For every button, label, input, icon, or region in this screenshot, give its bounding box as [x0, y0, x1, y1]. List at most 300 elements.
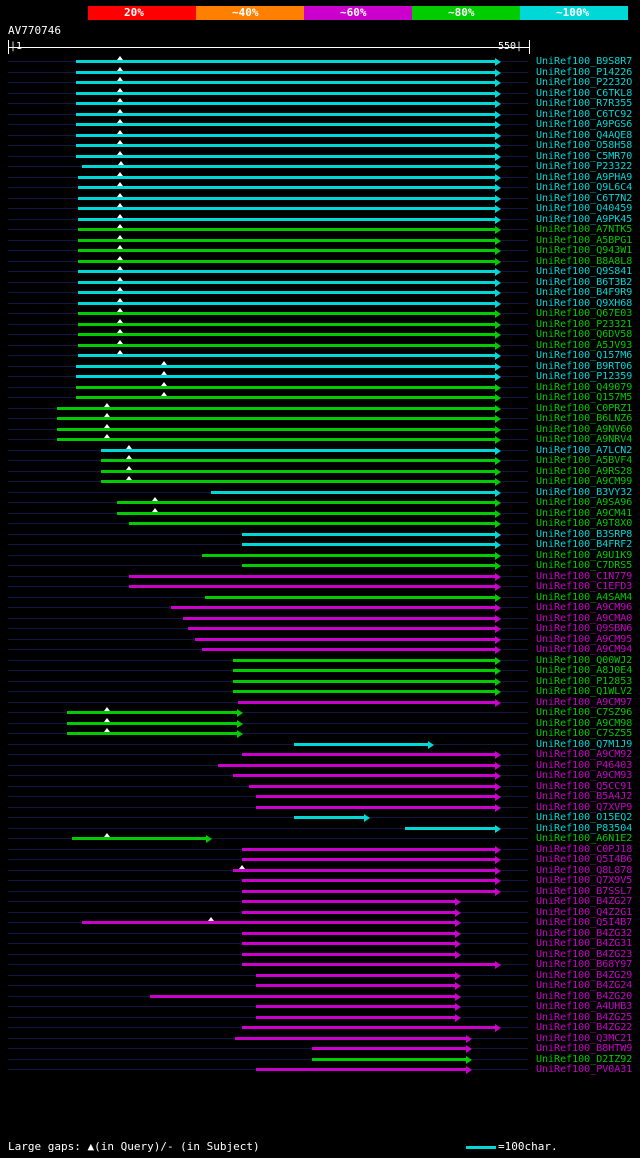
hit-bar[interactable] — [405, 827, 495, 830]
hit-label[interactable]: UniRef100_Q9SBN6 — [536, 623, 633, 634]
hit-arrow-icon — [495, 604, 501, 612]
hit-label[interactable]: UniRef100_A9U1K9 — [536, 550, 633, 561]
hit-bar[interactable] — [294, 743, 429, 746]
legend-label-0: 20% — [124, 6, 144, 19]
hit-arrow-icon — [455, 940, 461, 948]
hit-label[interactable]: UniRef100_Q9XH68 — [536, 298, 633, 309]
gap-marker-icon — [118, 161, 124, 165]
hit-bar[interactable] — [249, 785, 495, 788]
hit-arrow-icon — [455, 951, 461, 959]
gap-marker-icon — [152, 508, 158, 512]
hit-arrow-icon — [495, 793, 501, 801]
hit-arrow-icon — [495, 79, 501, 87]
hit-label[interactable]: UniRef100_Q7M1J9 — [536, 739, 633, 750]
hit-bar[interactable] — [67, 711, 238, 714]
hit-bar[interactable] — [256, 1005, 455, 1008]
hit-label[interactable]: UniRef100_A9CM95 — [536, 634, 633, 645]
hit-bar[interactable] — [76, 144, 495, 147]
hit-bar[interactable] — [202, 554, 495, 557]
hit-label[interactable]: UniRef100_PV0A31 — [536, 1064, 633, 1075]
hit-bar[interactable] — [101, 459, 495, 462]
hit-label[interactable]: UniRef100_B9S8R7 — [536, 56, 633, 67]
hit-label[interactable]: UniRef100_Q943W1 — [536, 245, 633, 256]
hit-bar[interactable] — [233, 774, 495, 777]
gap-marker-icon — [117, 182, 123, 186]
hit-label[interactable]: UniRef100_P23321 — [536, 319, 633, 330]
hit-label[interactable]: UniRef100_B6T3B2 — [536, 277, 633, 288]
hit-label[interactable]: UniRef100_Q4Z2G1 — [536, 907, 633, 918]
hit-bar[interactable] — [76, 396, 495, 399]
gap-marker-icon — [117, 308, 123, 312]
hit-arrow-icon — [495, 573, 501, 581]
hit-label[interactable]: UniRef100_A9PGS6 — [536, 119, 633, 130]
hit-bar[interactable] — [233, 680, 495, 683]
hit-bar[interactable] — [78, 323, 495, 326]
hit-bar[interactable] — [76, 155, 495, 158]
hit-bar[interactable] — [82, 165, 495, 168]
gap-marker-icon — [104, 707, 110, 711]
hit-bar[interactable] — [78, 207, 495, 210]
hit-label[interactable]: UniRef100_C6TKL8 — [536, 88, 633, 99]
hit-bar[interactable] — [57, 438, 494, 441]
hit-label[interactable]: UniRef100_B3VY32 — [536, 487, 633, 498]
hit-bar[interactable] — [78, 239, 495, 242]
hit-bar[interactable] — [76, 386, 495, 389]
hit-bar[interactable] — [67, 732, 238, 735]
hit-label[interactable]: UniRef100_P12359 — [536, 371, 633, 382]
hit-label[interactable]: UniRef100_B4ZG23 — [536, 949, 633, 960]
hit-arrow-icon — [495, 247, 501, 255]
gap-marker-icon — [117, 172, 123, 176]
hit-arrow-icon — [364, 814, 370, 822]
hit-bar[interactable] — [242, 533, 494, 536]
hit-arrow-icon — [495, 163, 501, 171]
hit-bar[interactable] — [78, 333, 495, 336]
hit-label[interactable]: UniRef100_Q157M6 — [536, 350, 633, 361]
hit-arrow-icon — [455, 1003, 461, 1011]
hit-label[interactable]: UniRef100_A5JV93 — [536, 340, 633, 351]
hit-arrow-icon — [495, 426, 501, 434]
hit-arrow-icon — [466, 1035, 472, 1043]
gap-marker-icon — [126, 455, 132, 459]
hit-arrow-icon — [495, 510, 501, 518]
hit-bar[interactable] — [78, 281, 495, 284]
gap-marker-icon — [117, 256, 123, 260]
gap-marker-icon — [117, 193, 123, 197]
hit-label[interactable]: UniRef100_A9CM97 — [536, 697, 633, 708]
hit-label[interactable]: UniRef100_B7SSL7 — [536, 886, 633, 897]
legend-label-1: ~40% — [232, 6, 259, 19]
hit-label[interactable]: UniRef100_A9CM94 — [536, 644, 633, 655]
hit-arrow-icon — [495, 646, 501, 654]
hit-arrow-icon — [495, 699, 501, 707]
hit-bar[interactable] — [78, 186, 495, 189]
gap-marker-icon — [104, 728, 110, 732]
hit-arrow-icon — [237, 730, 243, 738]
hit-bar[interactable] — [76, 81, 495, 84]
gap-marker-icon — [117, 214, 123, 218]
hit-label[interactable]: UniRef100_B4F9R9 — [536, 287, 633, 298]
hit-arrow-icon — [495, 762, 501, 770]
hit-bar[interactable] — [242, 900, 454, 903]
hit-arrow-icon — [495, 856, 501, 864]
hit-bar[interactable] — [256, 795, 495, 798]
hit-arrow-icon — [495, 636, 501, 644]
gap-marker-icon — [117, 350, 123, 354]
hit-bar[interactable] — [78, 176, 495, 179]
legend-label-2: ~60% — [340, 6, 367, 19]
hit-label[interactable]: UniRef100_A7LCN2 — [536, 445, 633, 456]
hit-bar[interactable] — [242, 890, 494, 893]
gap-marker-icon — [161, 371, 167, 375]
hit-arrow-icon — [495, 520, 501, 528]
hit-arrow-icon — [495, 279, 501, 287]
hit-bar[interactable] — [76, 102, 495, 105]
hit-label[interactable]: UniRef100_Q7X9V5 — [536, 875, 633, 886]
hit-bar[interactable] — [242, 942, 454, 945]
gap-marker-icon — [104, 833, 110, 837]
hit-label[interactable]: UniRef100_B3SRP8 — [536, 529, 633, 540]
hit-bar[interactable] — [82, 921, 455, 924]
hit-label[interactable]: UniRef100_A9CM41 — [536, 508, 633, 519]
hit-bar[interactable] — [188, 627, 495, 630]
hit-bar[interactable] — [256, 984, 455, 987]
hit-arrow-icon — [455, 993, 461, 1001]
gap-marker-icon — [239, 865, 245, 869]
hit-label[interactable]: UniRef100_A8J0E4 — [536, 665, 633, 676]
hit-arrow-icon — [495, 657, 501, 665]
hit-label[interactable]: UniRef100_B4ZG25 — [536, 1012, 633, 1023]
hit-label[interactable]: UniRef100_A9CM92 — [536, 749, 633, 760]
hit-arrow-icon — [466, 1056, 472, 1064]
hit-label[interactable]: UniRef100_O58H58 — [536, 140, 633, 151]
hit-bar[interactable] — [242, 879, 494, 882]
hit-arrow-icon — [206, 835, 212, 843]
hit-bar[interactable] — [242, 963, 494, 966]
hit-arrow-icon — [495, 90, 501, 98]
hit-arrow-icon — [466, 1066, 472, 1074]
hit-label[interactable]: UniRef100_Q1WLV2 — [536, 686, 633, 697]
hit-arrow-icon — [495, 688, 501, 696]
hit-arrow-icon — [495, 478, 501, 486]
hit-bar[interactable] — [76, 71, 495, 74]
hit-arrow-icon — [495, 615, 501, 623]
hit-label[interactable]: UniRef100_Q5CC91 — [536, 781, 633, 792]
hit-bar[interactable] — [76, 60, 495, 63]
hit-bar[interactable] — [101, 449, 495, 452]
hit-bar[interactable] — [76, 92, 495, 95]
hit-arrow-icon — [495, 268, 501, 276]
hit-bar[interactable] — [171, 606, 495, 609]
hit-label[interactable]: UniRef100_B4ZG22 — [536, 1022, 633, 1033]
hit-arrow-icon — [495, 184, 501, 192]
hit-bar[interactable] — [78, 302, 495, 305]
hit-label[interactable]: UniRef100_Q4AQE8 — [536, 130, 633, 141]
hit-arrow-icon — [495, 825, 501, 833]
gap-marker-icon — [117, 203, 123, 207]
hit-label[interactable]: UniRef100_P2232O — [536, 77, 633, 88]
hit-arrow-icon — [428, 741, 434, 749]
hit-bar[interactable] — [195, 638, 494, 641]
hit-label[interactable]: UniRef100_P46403 — [536, 760, 633, 771]
hit-label[interactable]: UniRef100_B4ZG29 — [536, 970, 633, 981]
hit-label[interactable]: UniRef100_C0PRZ1 — [536, 403, 633, 414]
gap-marker-icon — [104, 413, 110, 417]
hit-bar[interactable] — [242, 953, 454, 956]
hit-rows — [8, 56, 632, 1134]
hit-arrow-icon — [495, 499, 501, 507]
hit-label[interactable]: UniRef100_A9RS28 — [536, 466, 633, 477]
hit-label[interactable]: UniRef100_A9SA96 — [536, 497, 633, 508]
hit-label[interactable]: UniRef100_Q5I4B7 — [536, 917, 633, 928]
hit-label[interactable]: UniRef100_C6TC92 — [536, 109, 633, 120]
hit-label[interactable]: UniRef100_Q7XVP9 — [536, 802, 633, 813]
gap-marker-icon — [117, 298, 123, 302]
hit-label[interactable]: UniRef100_Q00WJ2 — [536, 655, 633, 666]
hit-arrow-icon — [495, 289, 501, 297]
hit-bar[interactable] — [256, 1016, 455, 1019]
hit-arrow-icon — [495, 877, 501, 885]
hit-bar[interactable] — [57, 417, 494, 420]
hit-label[interactable]: UniRef100_P23322 — [536, 161, 633, 172]
hit-bar[interactable] — [78, 260, 495, 263]
hit-label[interactable]: UniRef100_C0PJ18 — [536, 844, 633, 855]
hit-label[interactable]: UniRef100_Q8L878 — [536, 865, 633, 876]
hit-label[interactable]: UniRef100_P83504 — [536, 823, 633, 834]
hit-arrow-icon — [495, 804, 501, 812]
hit-bar[interactable] — [78, 249, 495, 252]
hit-arrow-icon — [495, 961, 501, 969]
hit-label[interactable]: UniRef100_Q9L6C4 — [536, 182, 633, 193]
hit-label[interactable]: UniRef100_A9CM93 — [536, 770, 633, 781]
footer — [8, 1140, 632, 1154]
hit-arrow-icon — [495, 678, 501, 686]
scale-label: =100char. — [498, 1140, 558, 1153]
hit-arrow-icon — [495, 846, 501, 854]
hit-label[interactable]: UniRef100_A5BPG1 — [536, 235, 633, 246]
hit-bar[interactable] — [235, 1037, 466, 1040]
gap-marker-icon — [117, 266, 123, 270]
hit-bar[interactable] — [57, 428, 494, 431]
hit-label[interactable]: UniRef100_A4UHB3 — [536, 1001, 633, 1012]
hit-bar[interactable] — [78, 344, 495, 347]
hit-bar[interactable] — [78, 291, 495, 294]
hit-label[interactable]: UniRef100_R7R355 — [536, 98, 633, 109]
hit-label[interactable]: UniRef100_P14226 — [536, 67, 633, 78]
hit-bar[interactable] — [242, 911, 454, 914]
hit-bar[interactable] — [242, 543, 494, 546]
hit-bar[interactable] — [233, 659, 495, 662]
hit-bar[interactable] — [312, 1058, 466, 1061]
hit-label[interactable]: UniRef100_B8HTW9 — [536, 1043, 633, 1054]
hit-label[interactable]: UniRef100_B9RT06 — [536, 361, 633, 372]
hit-bar[interactable] — [129, 585, 495, 588]
hit-bar[interactable] — [117, 512, 495, 515]
hit-arrow-icon — [495, 310, 501, 318]
hit-bar[interactable] — [129, 522, 495, 525]
hit-bar[interactable] — [76, 375, 495, 378]
hit-bar[interactable] — [117, 501, 495, 504]
hit-bar[interactable] — [72, 837, 206, 840]
gap-marker-icon — [161, 392, 167, 396]
hit-arrow-icon — [495, 216, 501, 224]
hit-label[interactable]: UniRef100_A9PHA9 — [536, 172, 633, 183]
hit-label[interactable]: UniRef100_B6LNZ6 — [536, 413, 633, 424]
gap-marker-icon — [117, 88, 123, 92]
hit-arrow-icon — [495, 352, 501, 360]
hit-bar[interactable] — [242, 753, 494, 756]
hit-bar[interactable] — [256, 806, 495, 809]
hit-arrow-icon — [455, 919, 461, 927]
hit-arrow-icon — [495, 541, 501, 549]
hit-label[interactable]: UniRef100_A9CM99 — [536, 476, 633, 487]
hit-label[interactable]: UniRef100_P12853 — [536, 676, 633, 687]
hit-label[interactable]: UniRef100_A9PK45 — [536, 214, 633, 225]
hit-label[interactable]: UniRef100_B4FRF2 — [536, 539, 633, 550]
hit-arrow-icon — [495, 205, 501, 213]
hit-label[interactable]: UniRef100_B68Y97 — [536, 959, 633, 970]
hit-label[interactable]: UniRef100_A9T8X0 — [536, 518, 633, 529]
hit-arrow-icon — [495, 594, 501, 602]
hit-bar[interactable] — [218, 764, 495, 767]
hit-label[interactable]: UniRef100_A9CMA0 — [536, 613, 633, 624]
hit-bar[interactable] — [256, 974, 455, 977]
hit-bar[interactable] — [183, 617, 495, 620]
hit-bar[interactable] — [67, 722, 238, 725]
gap-marker-icon — [117, 329, 123, 333]
gap-marker-icon — [117, 287, 123, 291]
hit-label[interactable]: UniRef100_Q6DV58 — [536, 329, 633, 340]
hit-bar[interactable] — [202, 648, 495, 651]
hit-label[interactable]: UniRef100_C7SZ55 — [536, 728, 633, 739]
hit-label[interactable]: UniRef100_A9NRV4 — [536, 434, 633, 445]
hit-bar[interactable] — [76, 113, 495, 116]
hit-bar[interactable] — [150, 995, 455, 998]
gap-marker-icon — [117, 319, 123, 323]
hit-bar[interactable] — [233, 669, 495, 672]
hit-bar[interactable] — [238, 701, 495, 704]
hit-bar[interactable] — [233, 690, 495, 693]
gap-marker-icon — [208, 917, 214, 921]
hit-bar[interactable] — [101, 470, 495, 473]
legend-label-4: ~100% — [556, 6, 590, 19]
gap-marker-icon — [152, 497, 158, 501]
gap-marker-icon — [117, 140, 123, 144]
hit-arrow-icon — [495, 562, 501, 570]
gap-marker-icon — [126, 445, 132, 449]
hit-label[interactable]: UniRef100_B4ZG20 — [536, 991, 633, 1002]
gap-marker-icon — [126, 476, 132, 480]
hit-bar[interactable] — [312, 1047, 466, 1050]
hit-arrow-icon — [495, 751, 501, 759]
hit-bar[interactable] — [242, 848, 494, 851]
hit-label[interactable]: UniRef100_C1N779 — [536, 571, 633, 582]
gap-marker-icon — [161, 361, 167, 365]
hit-label[interactable]: UniRef100_O15EQ2 — [536, 812, 633, 823]
hit-label[interactable]: UniRef100_B4ZG32 — [536, 928, 633, 939]
hit-arrow-icon — [495, 132, 501, 140]
gap-marker-icon — [117, 130, 123, 134]
hit-label[interactable]: UniRef100_Q67E03 — [536, 308, 633, 319]
hit-arrow-icon — [455, 972, 461, 980]
hit-label[interactable]: UniRef100_C7SZ96 — [536, 707, 633, 718]
hit-arrow-icon — [495, 867, 501, 875]
hit-bar[interactable] — [242, 1026, 494, 1029]
gap-marker-icon — [104, 434, 110, 438]
hit-label[interactable]: UniRef100_A4SAM4 — [536, 592, 633, 603]
hit-arrow-icon — [495, 457, 501, 465]
hit-label[interactable]: UniRef100_C7DRS5 — [536, 560, 633, 571]
ruler-start-label: |1 — [10, 41, 23, 52]
gap-marker-icon — [126, 466, 132, 470]
hit-label[interactable]: UniRef100_A9NV60 — [536, 424, 633, 435]
hit-bar[interactable] — [76, 134, 495, 137]
hit-label[interactable]: UniRef100_A5BVF4 — [536, 455, 633, 466]
hit-arrow-icon — [495, 394, 501, 402]
hit-bar[interactable] — [101, 480, 495, 483]
hit-bar[interactable] — [57, 407, 494, 410]
hit-bar[interactable] — [242, 858, 494, 861]
hit-bar[interactable] — [78, 354, 495, 357]
hit-label[interactable]: UniRef100_Q3MC21 — [536, 1033, 633, 1044]
query-ruler — [8, 40, 530, 54]
hit-bar[interactable] — [256, 1068, 467, 1071]
hit-arrow-icon — [495, 111, 501, 119]
hit-label[interactable]: UniRef100_Q9S841 — [536, 266, 633, 277]
hit-label[interactable]: UniRef100_C5MR70 — [536, 151, 633, 162]
hit-bar[interactable] — [78, 312, 495, 315]
hit-bar[interactable] — [242, 564, 494, 567]
hit-bar[interactable] — [78, 228, 495, 231]
hit-label[interactable]: UniRef100_Q49079 — [536, 382, 633, 393]
hit-arrow-icon — [495, 174, 501, 182]
hit-label[interactable]: UniRef100_Q5I4B6 — [536, 854, 633, 865]
hit-label[interactable]: UniRef100_A9CM96 — [536, 602, 633, 613]
hit-bar[interactable] — [78, 218, 495, 221]
hit-arrow-icon — [495, 331, 501, 339]
hit-label[interactable]: UniRef100_Q40459 — [536, 203, 633, 214]
hit-bar[interactable] — [78, 197, 495, 200]
hit-arrow-icon — [455, 930, 461, 938]
hit-bar[interactable] — [76, 365, 495, 368]
hit-label[interactable]: UniRef100_B8A8L8 — [536, 256, 633, 267]
hit-arrow-icon — [495, 321, 501, 329]
hit-bar[interactable] — [242, 932, 454, 935]
gap-marker-icon — [117, 56, 123, 60]
hit-bar[interactable] — [205, 596, 495, 599]
hit-label[interactable]: UniRef100_B4ZG24 — [536, 980, 633, 991]
hit-label[interactable]: UniRef100_D2IZ92 — [536, 1054, 633, 1065]
hit-arrow-icon — [495, 258, 501, 266]
hit-label[interactable]: UniRef100_Q157M5 — [536, 392, 633, 403]
hit-label[interactable]: UniRef100_A6N1E2 — [536, 833, 633, 844]
hit-bar[interactable] — [129, 575, 495, 578]
hit-bar[interactable] — [78, 270, 495, 273]
hit-label[interactable]: UniRef100_A7NTK5 — [536, 224, 633, 235]
hit-label[interactable]: UniRef100_A9CM98 — [536, 718, 633, 729]
hit-bar[interactable] — [233, 869, 495, 872]
hit-arrow-icon — [495, 142, 501, 150]
hit-label[interactable]: UniRef100_B5A4J2 — [536, 791, 633, 802]
hit-bar[interactable] — [294, 816, 365, 819]
hit-label[interactable]: UniRef100_B4ZG31 — [536, 938, 633, 949]
hit-label[interactable]: UniRef100_C1EFD3 — [536, 581, 633, 592]
hit-label[interactable]: UniRef100_B4ZG27 — [536, 896, 633, 907]
hit-arrow-icon — [495, 363, 501, 371]
hit-bar[interactable] — [211, 491, 494, 494]
hit-bar[interactable] — [76, 123, 495, 126]
hit-label[interactable]: UniRef100_C6T7N2 — [536, 193, 633, 204]
